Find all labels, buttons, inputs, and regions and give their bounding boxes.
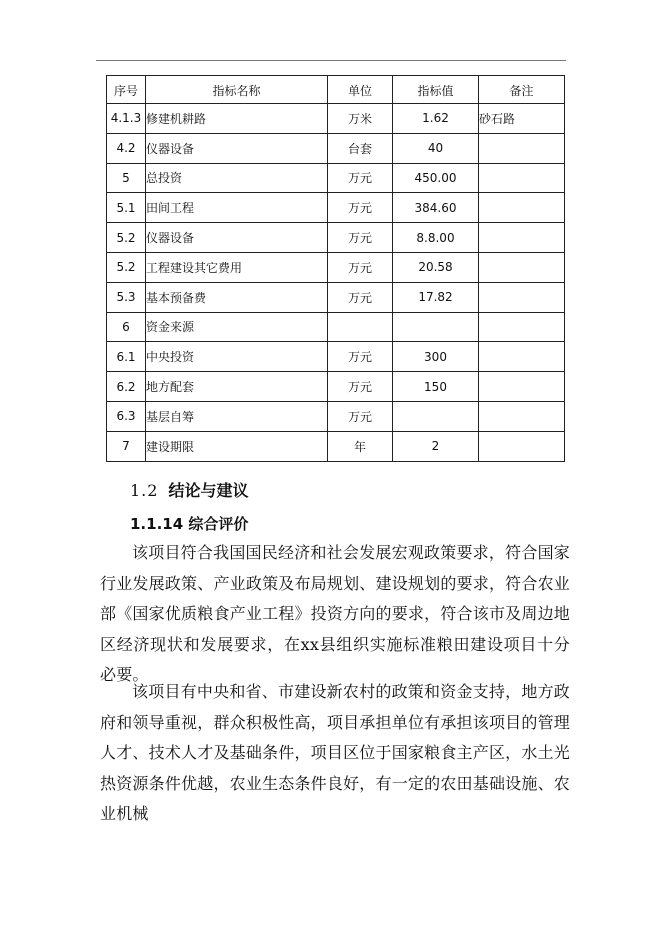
table-row [107,401,565,431]
cell-unit: 万元 [328,223,393,253]
section-heading [130,478,248,501]
cell-value: 384.60 [393,193,479,223]
cell-seq: 6.3 [107,401,146,431]
table-row [107,163,565,193]
cell-seq: 5.3 [107,282,146,312]
table-row [107,372,565,402]
cell-name: 中央投资 [146,342,328,372]
cell-unit: 万元 [328,282,393,312]
table-row [107,431,565,461]
cell-name: 仪器设备 [146,133,328,163]
header-name: 指标名称 [146,76,328,104]
cell-unit: 万元 [328,163,393,193]
header-unit: 单位 [328,76,393,104]
table-row [107,223,565,253]
cell-value [393,401,479,431]
cell-note [479,342,565,372]
section-title: 结论与建议 [168,481,249,500]
cell-unit: 万元 [328,401,393,431]
cell-value: 150 [393,372,479,402]
cell-seq: 6 [107,312,146,342]
cell-seq: 5.2 [107,252,146,282]
cell-name: 修建机耕路 [146,104,328,134]
cell-note [479,223,565,253]
cell-note [479,163,565,193]
cell-note [479,252,565,282]
cell-value: 20.58 [393,252,479,282]
cell-unit: 万元 [328,252,393,282]
cell-seq: 6.1 [107,342,146,372]
table-body [107,104,565,462]
table-row [107,342,565,372]
cell-name: 工程建设其它费用 [146,252,328,282]
cell-unit: 万元 [328,193,393,223]
cell-value: 40 [393,133,479,163]
cell-name: 基层自筹 [146,401,328,431]
paragraph-1: 该项目符合我国国民经济和社会发展宏观政策要求，符合国家行业发展政策、产业政策及布局规划、建设规划的要求，符合农业部《国家优质粮食产业工程》投资方向的要求，符合该市及周边地区经济现状和发展要求，在xx县组织实施标准粮田建设项目十分必要。 [100,543,570,685]
indicator-table [106,75,565,462]
cell-name: 基本预备费 [146,282,328,312]
cell-note [479,312,565,342]
header-value: 指标值 [393,76,479,104]
header-note: 备注 [479,76,565,104]
cell-seq: 5 [107,163,146,193]
table-row [107,282,565,312]
cell-seq: 7 [107,431,146,461]
cell-unit: 万元 [328,372,393,402]
cell-note [479,372,565,402]
table-header-row [107,76,565,104]
header-seq: 序号 [107,76,146,104]
table-row [107,133,565,163]
cell-unit: 万元 [328,342,393,372]
subsection-heading: 1.1.14 综合评价 [130,515,249,533]
cell-value: 2 [393,431,479,461]
cell-name: 地方配套 [146,372,328,402]
section-number: 1.2 [130,481,159,500]
cell-seq: 6.2 [107,372,146,402]
cell-note [479,401,565,431]
cell-unit: 台套 [328,133,393,163]
cell-value: 1.62 [393,104,479,134]
cell-value: 17.82 [393,282,479,312]
cell-value: 8.8.00 [393,223,479,253]
cell-value: 300 [393,342,479,372]
cell-unit: 年 [328,431,393,461]
cell-note [479,431,565,461]
cell-note [479,193,565,223]
cell-value [393,312,479,342]
cell-unit: 万米 [328,104,393,134]
page-header-rule [96,60,566,61]
cell-name: 田间工程 [146,193,328,223]
cell-name: 建设期限 [146,431,328,461]
table-row [107,104,565,134]
cell-note: 砂石路 [479,104,565,134]
cell-note [479,133,565,163]
paragraph-2: 该项目有中央和省、市建设新农村的政策和资金支持，地方政府和领导重视，群众积极性高，项目承担单位有承担该项目的管理人才、技术人才及基础条件，项目区位于国家粮食主产区，水土光热资源条件优越，农业生态条件良好，有一定的农田基础设施、农业机械 [100,682,570,824]
table-row [107,312,565,342]
cell-value: 450.00 [393,163,479,193]
cell-name: 总投资 [146,163,328,193]
table-row [107,193,565,223]
cell-seq: 4.1.3 [107,104,146,134]
cell-name: 资金来源 [146,312,328,342]
cell-note [479,282,565,312]
table-row [107,252,565,282]
cell-seq: 5.2 [107,223,146,253]
cell-name: 仪器设备 [146,223,328,253]
cell-seq: 5.1 [107,193,146,223]
cell-seq: 4.2 [107,133,146,163]
cell-unit [328,312,393,342]
